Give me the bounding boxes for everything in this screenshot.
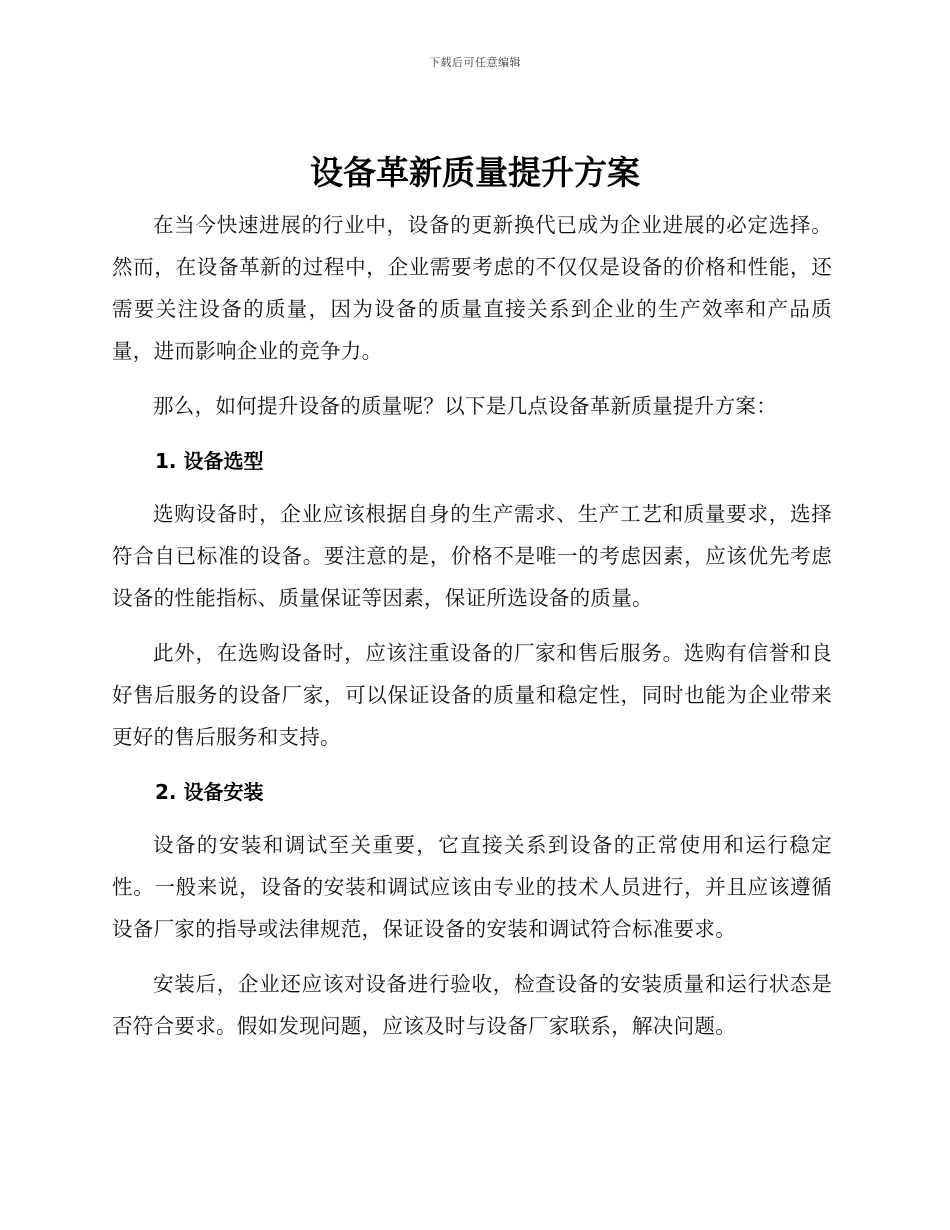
- document-title: 设备革新质量提升方案: [310, 153, 640, 192]
- section-1-paragraph-2: 此外，在选购设备时，应该注重设备的厂家和售后服务。选购有信誉和良好售后服务的设备厂家，可以保证设备的质量和稳定性，同时也能为企业带来更好的售后服务和支持。: [112, 641, 832, 749]
- intro-paragraph-1: 在当今快速进展的行业中，设备的更新换代已成为企业进展的必定选择。然而，在设备革新的过程中，企业需要考虑的不仅仅是设备的价格和性能，还需要关注设备的质量，因为设备的质量直接关系到企业的生产效率和产品质量，进而影响企业的竞争力。: [112, 213, 832, 363]
- document-body: [112, 204, 832, 1060]
- section-heading-equipment-installation: 2. 设备安装: [155, 780, 264, 804]
- section-2-paragraph-1: 设备的安装和调试至关重要，它直接关系到设备的正常使用和运行稳定性。一般来说，设备的安装和调试应该由专业的技术人员进行，并且应该遵循设备厂家的指导或法律规范，保证设备的安装和调试符合标准要求。: [112, 833, 832, 941]
- section-heading-equipment-selection: 1. 设备选型: [155, 449, 264, 473]
- intro-paragraph-2: 那么，如何提升设备的质量呢？以下是几点设备革新质量提升方案：: [153, 394, 777, 418]
- section-1-paragraph-1: 选购设备时，企业应该根据自身的生产需求、生产工艺和质量要求，选择符合自已标准的设备。要注意的是，价格不是唯一的考虑因素，应该优先考虑设备的性能指标、质量保证等因素，保证所选设备的质量。: [112, 502, 832, 610]
- section-2-paragraph-2: 安装后，企业还应该对设备进行验收，检查设备的安装质量和运行状态是否符合要求。假如发现问题，应该及时与设备厂家联系，解决问题。: [112, 972, 832, 1038]
- header-note: 下载后可任意编辑: [429, 56, 521, 69]
